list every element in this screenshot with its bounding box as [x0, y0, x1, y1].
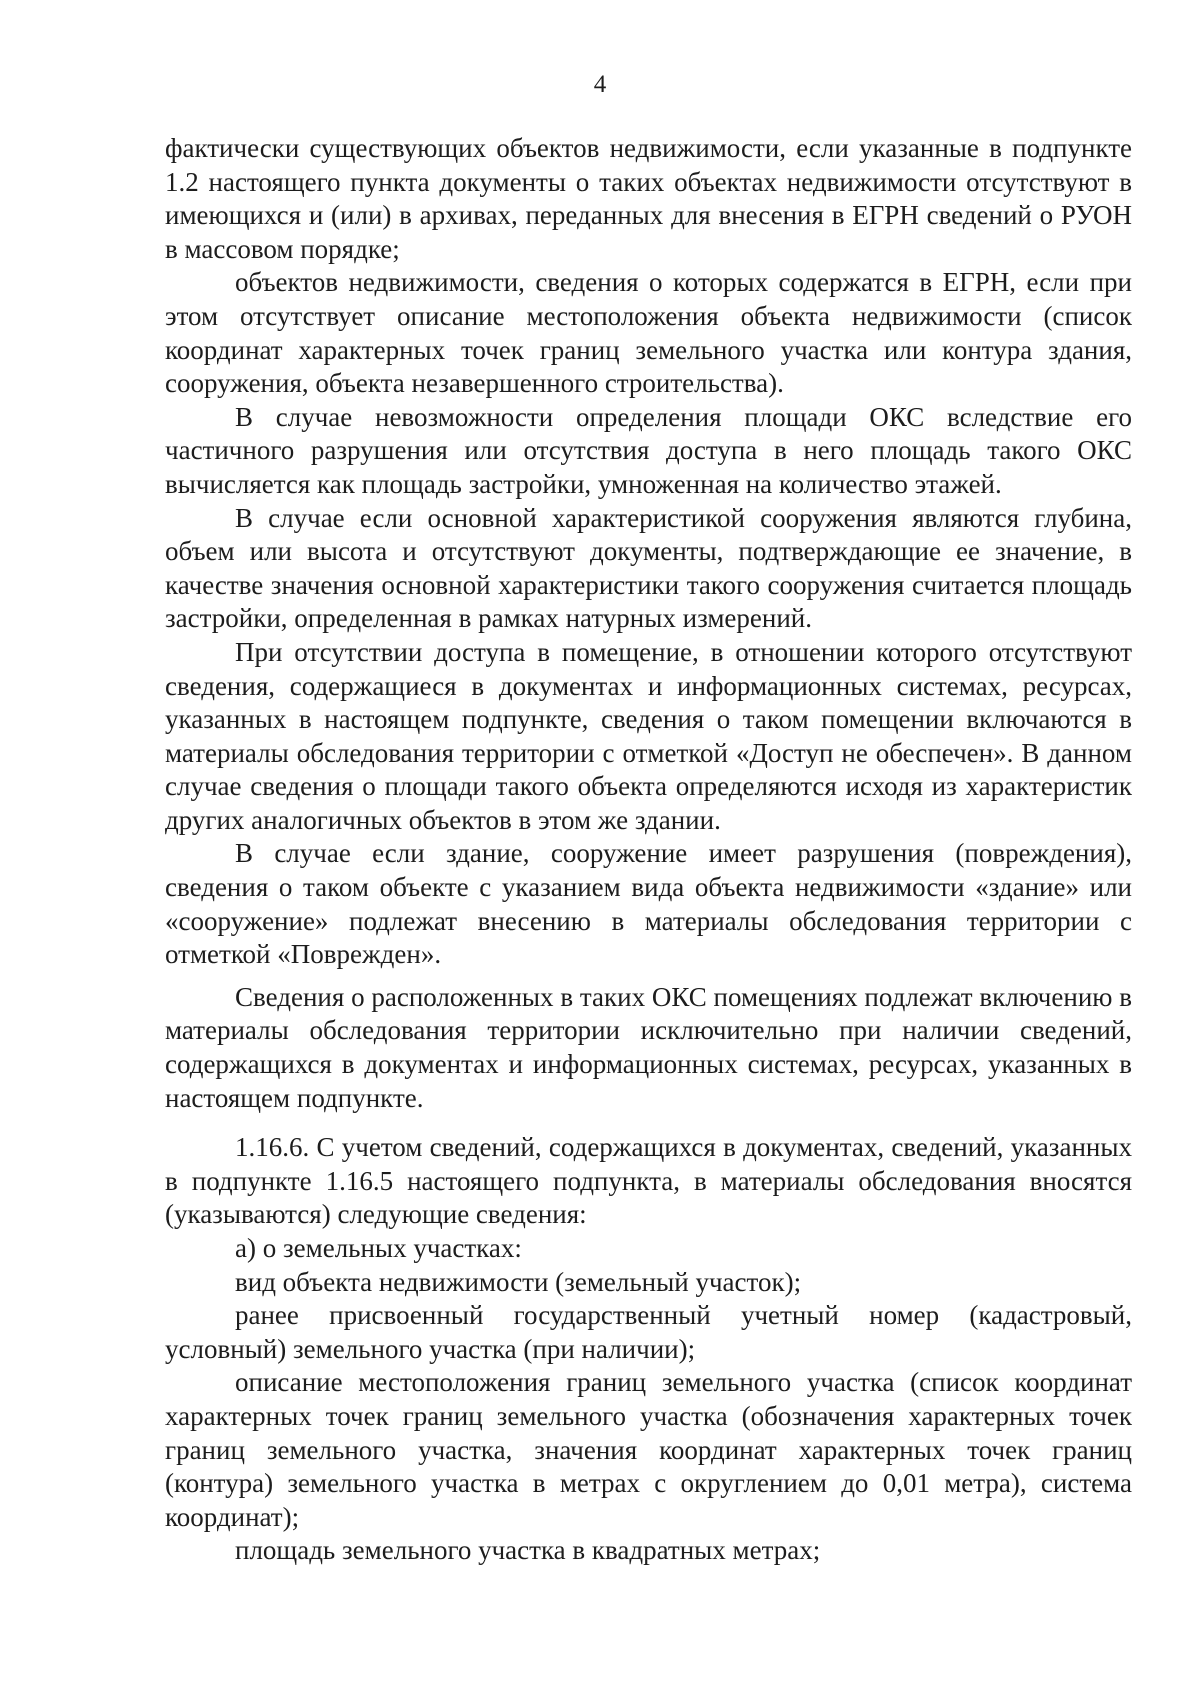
list-item: вид объекта недвижимости (земельный участок); [235, 1266, 802, 1297]
document-body [165, 132, 1132, 1568]
list-item: площадь земельного участка в квадратных метрах; [235, 1535, 821, 1566]
list-item: описание местоположения границ земельного участка (список координат характерных точек границ земельного участка (обозначения характерных точек границ земельного участка, значения координат характерных точек границ (контура) земельного участка в метрах с округлением до 0,01 метра), система координат); [165, 1367, 1132, 1532]
paragraph: Сведения о расположенных в таких ОКС помещениях подлежат включению в материалы обследования территории исключительно при наличии сведений, содержащихся в документах и информационных системах, ресурсах, указанных в настоящем подпункте. [165, 981, 1132, 1113]
paragraph: В случае если здание, сооружение имеет разрушения (повреждения), сведения о таком объекте с указанием вида объекта недвижимости «здание» или «сооружение» подлежат внесению в материалы обследования территории с отметкой «Поврежден». [165, 838, 1132, 970]
paragraph: В случае невозможности определения площади ОКС вследствие его частичного разрушения или отсутствия доступа в него площадь такого ОКС вычисляется как площадь застройки, умноженная на количество этажей. [165, 401, 1132, 499]
paragraph: В случае если основной характеристикой сооружения являются глубина, объем или высота и отсутствуют документы, подтверждающие ее значение, в качестве значения основной характеристики такого сооружения считается площадь застройки, определенная в рамках натурных измерений. [165, 502, 1132, 634]
list-heading: а) о земельных участках: [235, 1233, 522, 1263]
section-heading-paragraph: 1.16.6. С учетом сведений, содержащихся в документах, сведений, указанных в подпункте 1.16.5 настоящего подпункта, в материалы обследования вносятся (указываются) следующие сведения: [165, 1132, 1132, 1230]
page-number: 4 [593, 71, 607, 98]
paragraph: объектов недвижимости, сведения о которых содержатся в ЕГРН, если при этом отсутствует описание местоположения объекта недвижимости (список координат характерных точек границ земельного участка или контура здания, сооружения, объекта незавершенного строительства). [165, 267, 1132, 399]
list-item: ранее присвоенный государственный учетный номер (кадастровый, условный) земельного участка (при наличии); [165, 1300, 1132, 1364]
paragraph-continuation: фактически существующих объектов недвижимости, если указанные в подпункте 1.2 настоящего пункта документы о таких объектах недвижимости отсутствуют в имеющихся и (или) в архивах, переданных для внесения в ЕГРН сведений о РУОН в массовом порядке; [165, 133, 1132, 264]
paragraph: При отсутствии доступа в помещение, в отношении которого отсутствуют сведения, содержащиеся в документах и информационных системах, ресурсах, указанных в настоящем подпункте, сведения о таком помещении включаются в материалы обследования территории с отметкой «Доступ не обеспечен». В данном случае сведения о площади такого объекта определяются исходя из характеристик других аналогичных объектов в этом же здании. [165, 636, 1132, 835]
